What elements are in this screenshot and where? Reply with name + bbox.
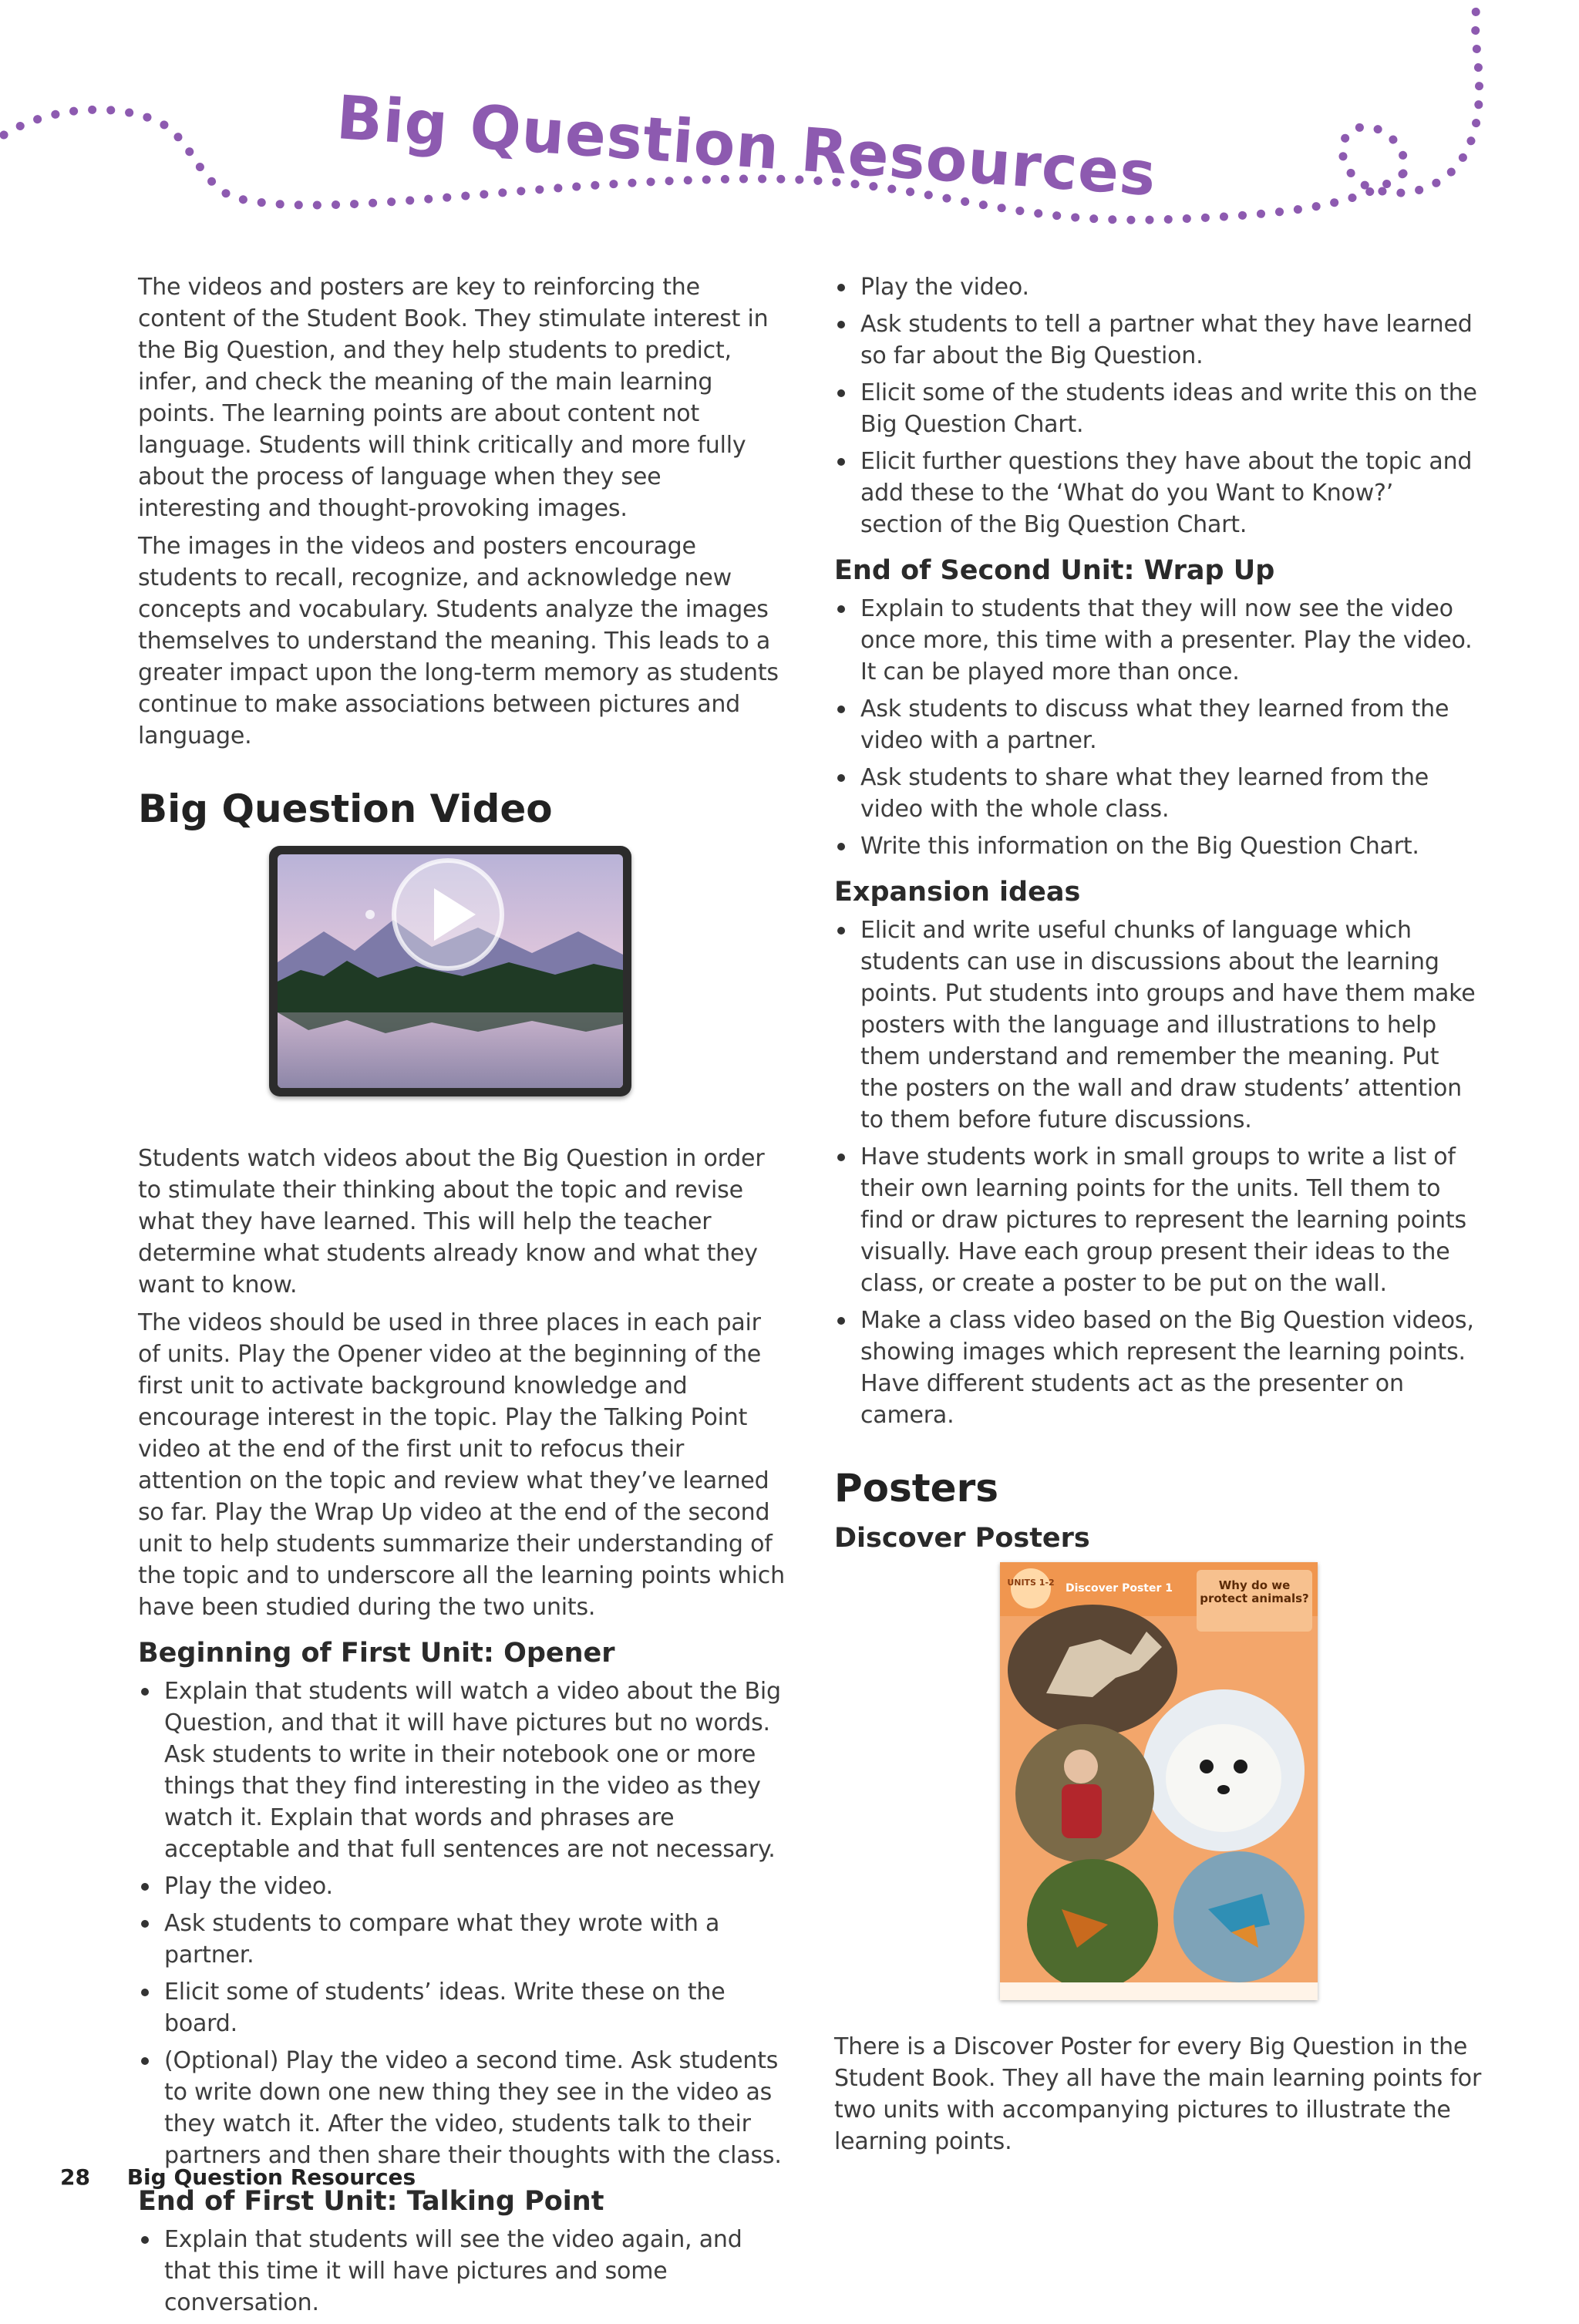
list-item: Elicit some of students’ ideas. Write these on the board. bbox=[138, 1976, 790, 2039]
footer bbox=[60, 2164, 416, 2190]
discover-posters-heading: Discover Posters bbox=[834, 1523, 1090, 1554]
list-item: (Optional) Play the video a second time. Ask students to write down one new thing they see in the video as they watch it. After the video, students talk to their partners and then share their thoughts with the class. bbox=[138, 2045, 790, 2171]
list-item: Elicit further questions they have about the topic and add these to the ‘What do you Want to Know?’ section of the Big Question Chart. bbox=[834, 446, 1482, 541]
list-item: Ask students to discuss what they learned from the video with a partner. bbox=[834, 693, 1482, 756]
poster-question: Why do we protect animals? bbox=[1200, 1579, 1309, 1605]
list-item: Play the video. bbox=[138, 1871, 790, 1902]
list-item: Make a class video based on the Big Question videos, showing images which represent the learning points. Have different students act as the presenter on camera. bbox=[834, 1305, 1482, 1431]
list-item: Explain to students that they will now see the video once more, this time with a presenter. Play the video. It can be played more than once. bbox=[834, 593, 1482, 688]
talking-point-heading: End of First Unit: Talking Point bbox=[138, 2186, 604, 2217]
talking-point-list-continued bbox=[834, 271, 1482, 541]
poster-paragraph: There is a Discover Poster for every Big Question in the Student Book. They all have the main learning points for two units with accompanying pictures to illustrate the learning points. bbox=[834, 2033, 1482, 2155]
list-item: Ask students to tell a partner what they have learned so far about the Big Question. bbox=[834, 308, 1482, 372]
poster-illustration bbox=[1000, 1562, 1318, 2000]
expansion-heading: Expansion ideas bbox=[834, 877, 1081, 908]
opener-heading: Beginning of First Unit: Opener bbox=[138, 1638, 615, 1669]
list-item: Write this information on the Big Question Chart. bbox=[834, 830, 1482, 862]
list-item: Ask students to share what they learned from the video with the whole class. bbox=[834, 762, 1482, 825]
list-item: Explain that students will see the video again, and that this time it will have pictures and some conversation. bbox=[138, 2224, 790, 2319]
list-item: Ask students to compare what they wrote with a partner. bbox=[138, 1908, 790, 1971]
talking-point-list bbox=[138, 2224, 790, 2319]
footer-section-title: Big Question Resources bbox=[126, 2164, 416, 2190]
poster-units-label: UNITS 1-2 bbox=[1007, 1578, 1055, 1588]
expansion-list bbox=[834, 914, 1482, 1431]
intro-paragraph: The images in the videos and posters encourage students to recall, recognize, and acknowledge new concepts and vocabulary. Students analyze the images themselves to understand the meaning. This leads to a greater impact upon the long-term memory as students continue to make associations between pictures and language. bbox=[138, 533, 779, 749]
list-item: Have students work in small groups to write a list of their own learning points for the units. Tell them to find or draw pictures to represent the learning points visually. Have each group present their ideas to the class, or create a poster to be put on the wall. bbox=[834, 1141, 1482, 1299]
posters-heading: Posters bbox=[834, 1466, 998, 1511]
page-title: Big Question Resources bbox=[334, 83, 1159, 211]
video-section-heading: Big Question Video bbox=[138, 786, 553, 831]
list-item: Play the video. bbox=[834, 271, 1482, 303]
wrap-up-heading: End of Second Unit: Wrap Up bbox=[834, 555, 1275, 586]
discover-poster-image bbox=[1000, 1562, 1318, 2000]
video-paragraph: Students watch videos about the Big Question in order to stimulate their thinking about the topic and revise what they have learned. This will help the teacher determine what students already know and what they want to know. bbox=[138, 1145, 765, 1298]
list-item: Elicit some of the students ideas and write this on the Big Question Chart. bbox=[834, 377, 1482, 440]
opener-list bbox=[138, 1676, 790, 2171]
intro-paragraph: The videos and posters are key to reinforcing the content of the Student Book. They stimulate interest in the Big Question, and they help students to predict, infer, and check the meaning of the main learning points. The learning points are about content not language. Students will think critically and more fully about the process of language when they see interesting and thought-provoking images. bbox=[138, 274, 769, 522]
play-icon[interactable] bbox=[389, 856, 507, 973]
page-number: 28 bbox=[60, 2164, 90, 2190]
video-paragraph: The videos should be used in three places in each pair of units. Play the Opener video at the beginning of the first unit to activate background knowledge and encourage interest in the topic. Play the Talking Point video at the end of the first unit to refocus their attention on the topic and review what they’ve learned so far. Play the Wrap Up video at the end of the second unit to help students summarize their understanding of the topic and to underscore all the learning points which have been studied during the two units. bbox=[138, 1309, 785, 1621]
list-item: Elicit and write useful chunks of language which students can use in discussions about the learning points. Put students into groups and have them make posters with the language and illustrations to help them understand and remember the meaning. Put the posters on the wall and draw students’ attention to them before future discussions. bbox=[834, 914, 1482, 1136]
wrap-up-list bbox=[834, 593, 1482, 862]
list-item: Explain that students will watch a video about the Big Question, and that it will have pictures but no words. Ask students to write in their notebook one or more things that they find interesting in the video as they watch it. Explain that words and phrases are acceptable and that full sentences are not necessary. bbox=[138, 1676, 790, 1865]
poster-header-label: Discover Poster 1 bbox=[1066, 1582, 1173, 1595]
right-column bbox=[834, 271, 1482, 2164]
left-column bbox=[138, 271, 790, 2324]
